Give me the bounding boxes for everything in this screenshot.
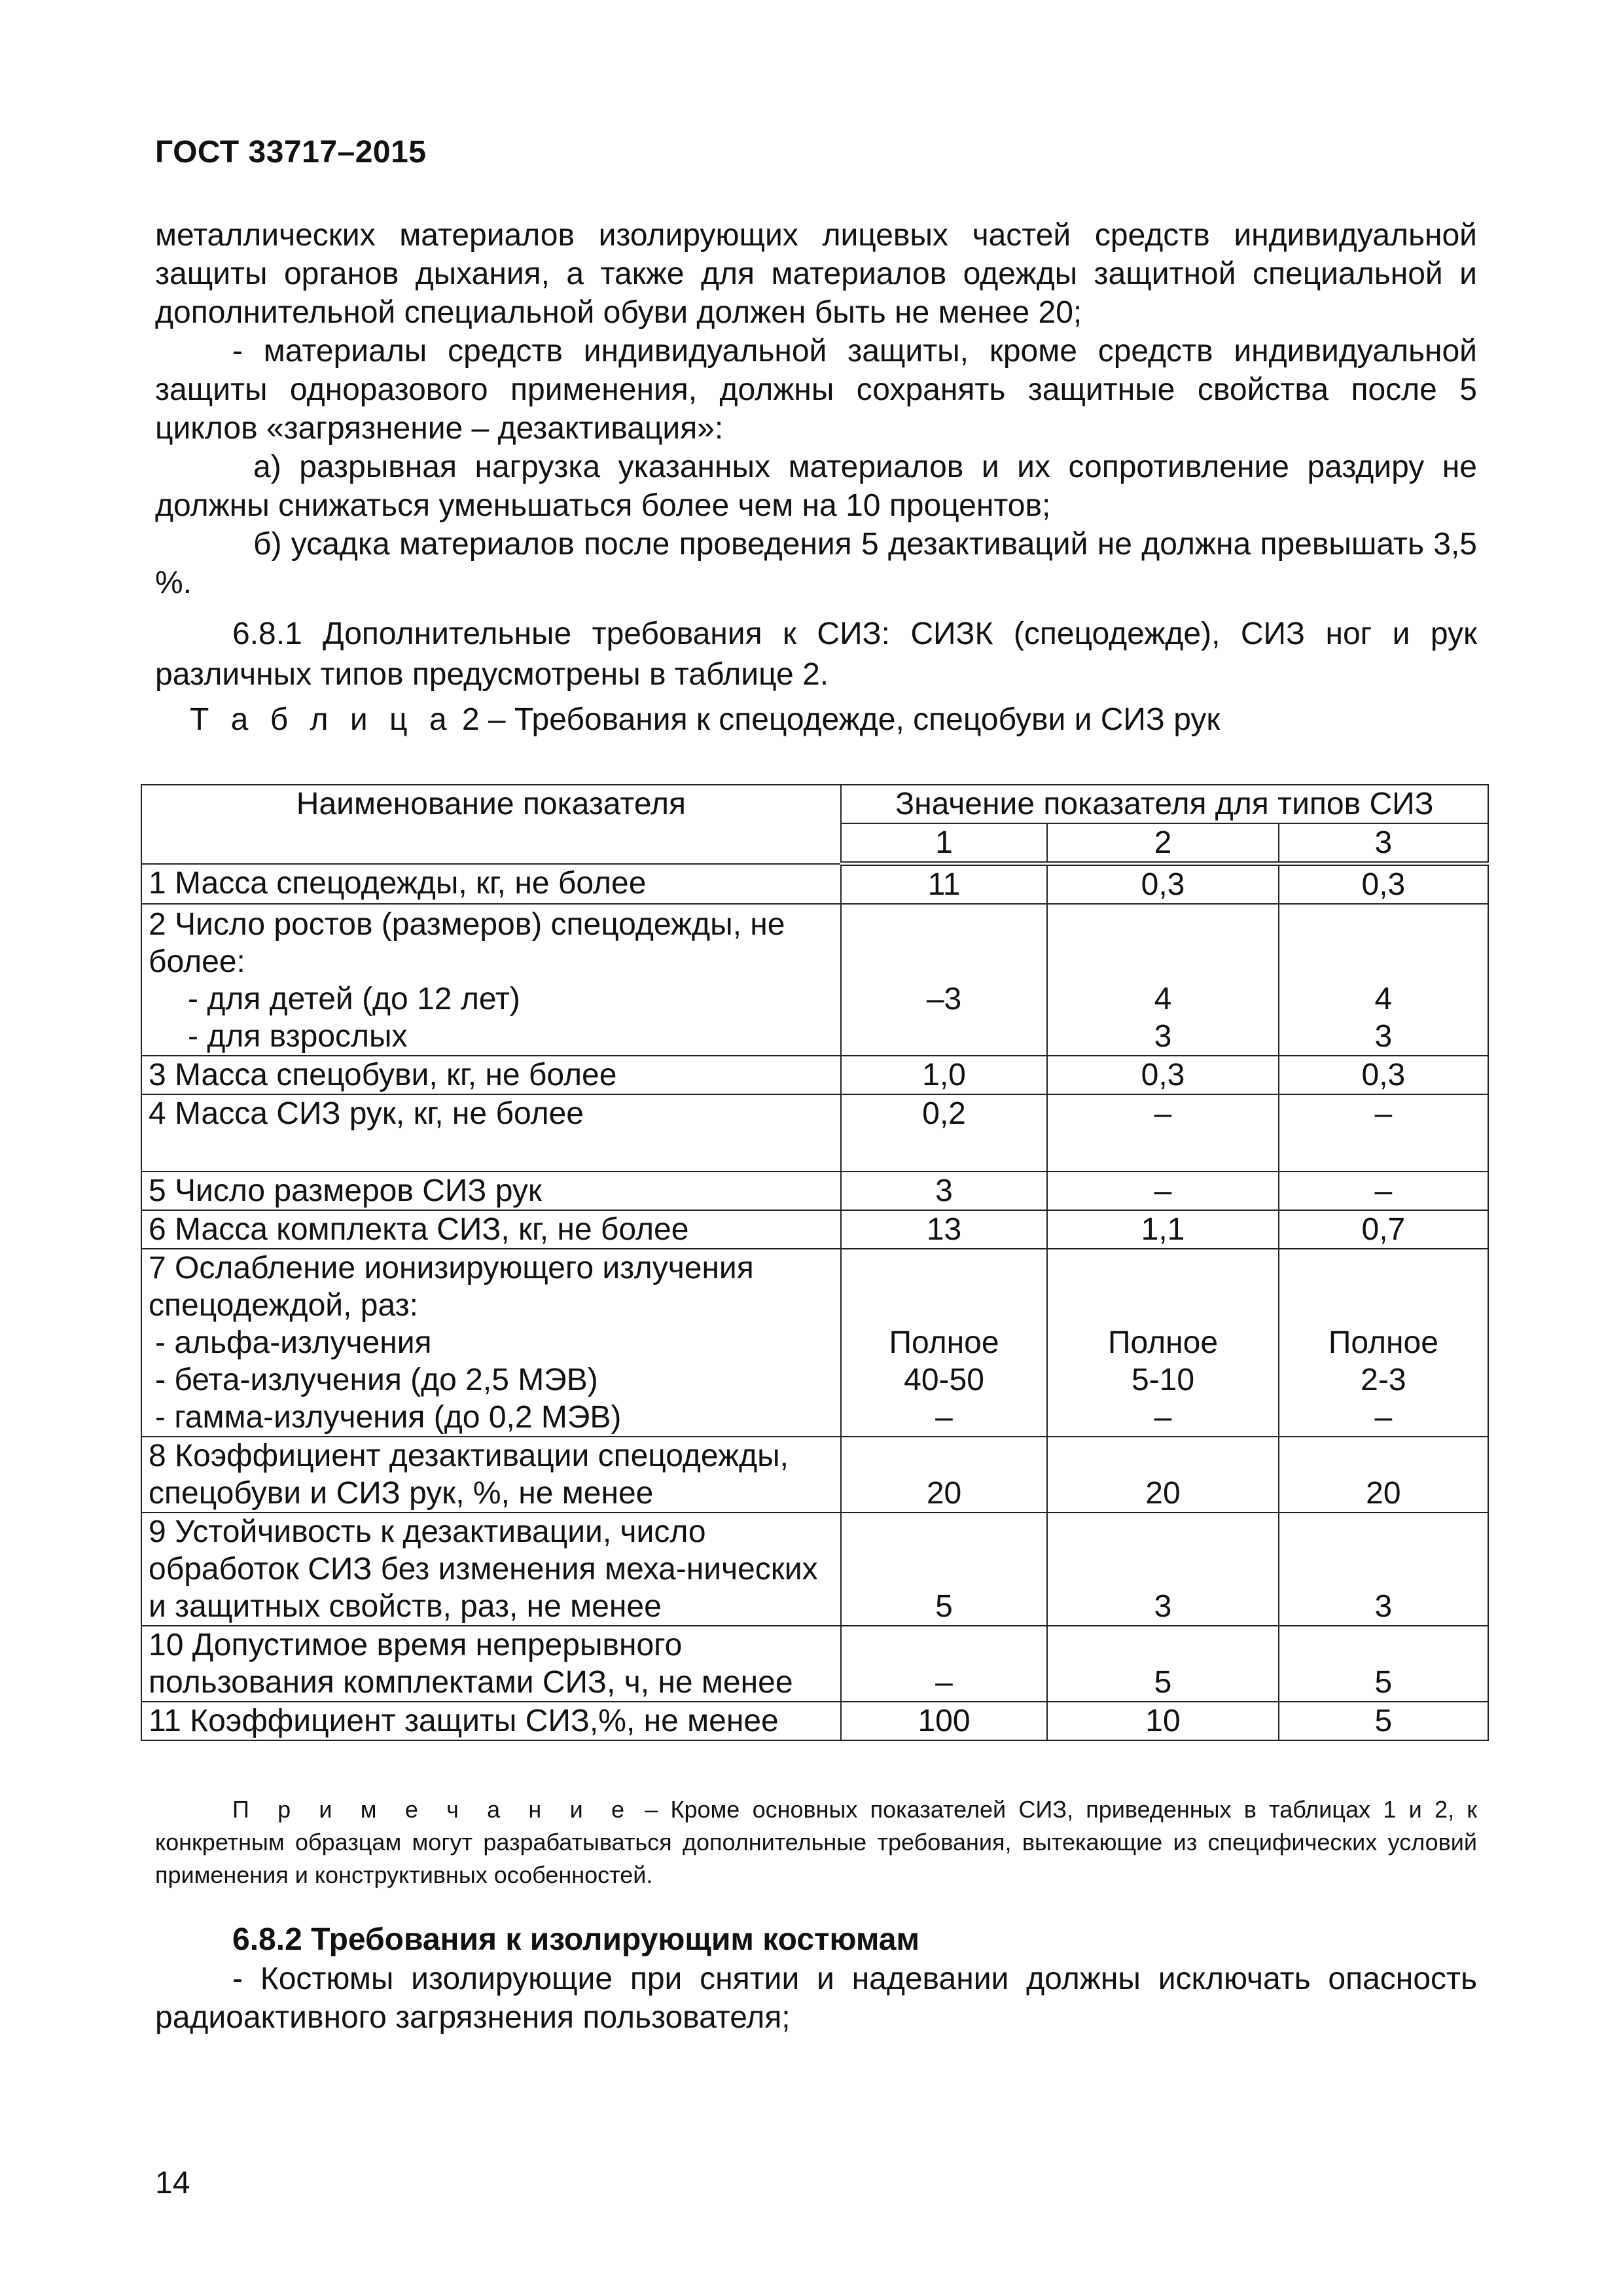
row-value-type-2: 0,3 — [1047, 864, 1278, 905]
value — [848, 1018, 1040, 1055]
row-sub-item: - альфа-излучения — [155, 1325, 432, 1360]
row-value-type-2: 20 — [1047, 1437, 1278, 1513]
paragraph-decontamination-cycles: - материалы средств индивидуальной защиты, кроме средств индивидуальной защиты одноразового применения, должны сохранять защитные свойства после 5 циклов «загрязнение – дезактивация»: — [155, 334, 1477, 446]
value: 2-3 — [1361, 1363, 1406, 1397]
row-value-type-2 — [1047, 1249, 1278, 1437]
row-value-type-2: – — [1047, 1094, 1278, 1172]
row-value-type-2: 1,1 — [1047, 1210, 1278, 1249]
table-row — [141, 1626, 1488, 1702]
row-value-type-1: – — [841, 1626, 1047, 1702]
table-row — [141, 1172, 1488, 1210]
row-name: 11 Коэффициент защиты СИЗ,%, не менее — [141, 1702, 841, 1740]
paragraph-shrinkage: б) усадка материалов после проведения 5 дезактиваций не должна превышать 3,5 %. — [155, 527, 1477, 600]
row-name: 4 Масса СИЗ рук, кг, не более — [141, 1094, 841, 1172]
row-value-type-1: 11 — [841, 864, 1047, 905]
row-value-type-1 — [841, 1249, 1047, 1437]
table-row — [141, 864, 1488, 905]
row-value-type-3: 5 — [1279, 1626, 1488, 1702]
standard-designation: ГОСТ 33717–2015 — [155, 135, 427, 170]
row-name: 6 Масса комплекта СИЗ, кг, не более — [141, 1210, 841, 1249]
row-value-type-2: – — [1047, 1172, 1278, 1210]
row-name: 8 Коэффициент дезактивации спецодежды, спецобуви и СИЗ рук, %, не менее — [141, 1437, 841, 1513]
header-type-1: 1 — [841, 823, 1047, 864]
section-heading-6-8-2: 6.8.2 Требования к изолирующим костюмам — [232, 1922, 919, 1957]
row-value-type-3: 3 — [1279, 1513, 1488, 1626]
table-row — [141, 1249, 1488, 1437]
header-type-2: 2 — [1047, 823, 1278, 864]
row-name: 9 Устойчивость к дезактивации, число обработок СИЗ без изменения меха-нических и защитных свойств, раз, не менее — [141, 1513, 841, 1626]
row-sub-item: - бета-излучения (до 2,5 МЭВ) — [155, 1363, 598, 1397]
requirements-table — [141, 784, 1489, 1741]
row-value-type-3 — [1279, 1249, 1488, 1437]
row-value-type-3: 5 — [1279, 1702, 1488, 1740]
row-value-type-1 — [841, 904, 1047, 1056]
row-title: 2 Число ростов (размеров) спецодежды, не более: — [149, 907, 785, 979]
row-value-type-1: 13 — [841, 1210, 1047, 1249]
table-row — [141, 1513, 1488, 1626]
value: Полное — [1107, 1325, 1219, 1360]
row-name: 1 Масса спецодежды, кг, не более — [141, 864, 841, 905]
row-value-type-3: 20 — [1279, 1437, 1488, 1513]
note-text: – Кроме основных показателей СИЗ, приведенных в таблицах 1 и 2, к конкретным образцам могут разрабатываться дополнительные требования, вытекающие из специфических условий применения и конструктивных особенностей. — [155, 1796, 1477, 1888]
value: 4 — [1154, 982, 1172, 1016]
row-value-type-3: 0,3 — [1279, 864, 1488, 905]
value: –3 — [926, 982, 962, 1016]
row-name — [141, 1249, 841, 1437]
table-row — [141, 1210, 1488, 1249]
row-value-type-2 — [1047, 904, 1278, 1056]
value: 5-10 — [1131, 1363, 1195, 1397]
paragraph-tensile-load: а) разрывная нагрузка указанных материалов и их сопротивление раздиру не должны снижаться уменьшаться более чем на 10 процентов; — [155, 450, 1477, 523]
value: Полное — [1328, 1325, 1438, 1360]
header-value-group: Значение показателя для типов СИЗ — [841, 785, 1488, 823]
row-value-type-1: 100 — [841, 1702, 1047, 1740]
paragraph-isolating-suits: - Костюмы изолирующие при снятии и надевании должны исключать опасность радиоактивного загрязнения пользователя; — [155, 1962, 1477, 2035]
row-title: 7 Ослабление ионизирующего излучения спецодеждой, раз: — [149, 1251, 754, 1323]
row-value-type-3: – — [1279, 1094, 1488, 1172]
table-row — [141, 1056, 1488, 1094]
row-value-type-1: 1,0 — [841, 1056, 1047, 1094]
value: 3 — [1154, 1019, 1172, 1054]
table-caption-text: 2 – Требования к спецодежде, спецобуви и СИЗ рук — [453, 702, 1221, 737]
row-value-type-3: 0,3 — [1279, 1056, 1488, 1094]
paragraph-materials-continuation: металлических материалов изолирующих лицевых частей средств индивидуальной защиты органов дыхания, а также для материалов одежды защитной специальной и дополнительной специальной обуви должен быть не менее 20; — [155, 218, 1477, 330]
row-value-type-1: 20 — [841, 1437, 1047, 1513]
table-row — [141, 1094, 1488, 1172]
row-value-type-2: 5 — [1047, 1626, 1278, 1702]
row-value-type-3: 0,7 — [1279, 1210, 1488, 1249]
row-value-type-2: 0,3 — [1047, 1056, 1278, 1094]
row-value-type-2: 10 — [1047, 1702, 1278, 1740]
paragraph-6-8-1: 6.8.1 Дополнительные требования к СИЗ: СИЗК (спецодежде), СИЗ ног и рук различных типов предусмотрены в таблице 2. — [155, 617, 1477, 692]
value: – — [935, 1400, 953, 1435]
row-name: 3 Масса спецобуви, кг, не более — [141, 1056, 841, 1094]
row-value-type-1: 3 — [841, 1172, 1047, 1210]
header-indicator-name: Наименование показателя — [141, 785, 841, 864]
table-note — [155, 1793, 1477, 1892]
header-type-3: 3 — [1279, 823, 1488, 864]
row-name — [141, 904, 841, 1056]
row-value-type-3: – — [1279, 1172, 1488, 1210]
value: 40-50 — [904, 1363, 984, 1397]
row-value-type-1: 5 — [841, 1513, 1047, 1626]
table-caption — [190, 702, 1220, 738]
value: 4 — [1374, 982, 1393, 1016]
row-value-type-3 — [1279, 904, 1488, 1056]
table-header-row — [141, 785, 1488, 823]
value: – — [1154, 1400, 1172, 1435]
value: 3 — [1374, 1019, 1393, 1054]
row-sub-item: - для взрослых — [188, 1019, 408, 1054]
table-caption-label: Т а б л и ц а — [190, 702, 454, 737]
row-sub-item: - гамма-излучения (до 0,2 МЭВ) — [155, 1400, 622, 1435]
value: Полное — [889, 1325, 999, 1360]
row-sub-item: - для детей (до 12 лет) — [188, 982, 520, 1016]
row-value-type-2: 3 — [1047, 1513, 1278, 1626]
table-row — [141, 904, 1488, 1056]
note-label: П р и м е ч а н и е — [232, 1796, 632, 1823]
page-number: 14 — [155, 2166, 190, 2200]
table-row — [141, 1437, 1488, 1513]
row-name: 10 Допустимое время непрерывного пользования комплектами СИЗ, ч, не менее — [141, 1626, 841, 1702]
row-value-type-1: 0,2 — [841, 1094, 1047, 1172]
table-row — [141, 1702, 1488, 1740]
value: – — [1374, 1400, 1393, 1435]
row-name: 5 Число размеров СИЗ рук — [141, 1172, 841, 1210]
